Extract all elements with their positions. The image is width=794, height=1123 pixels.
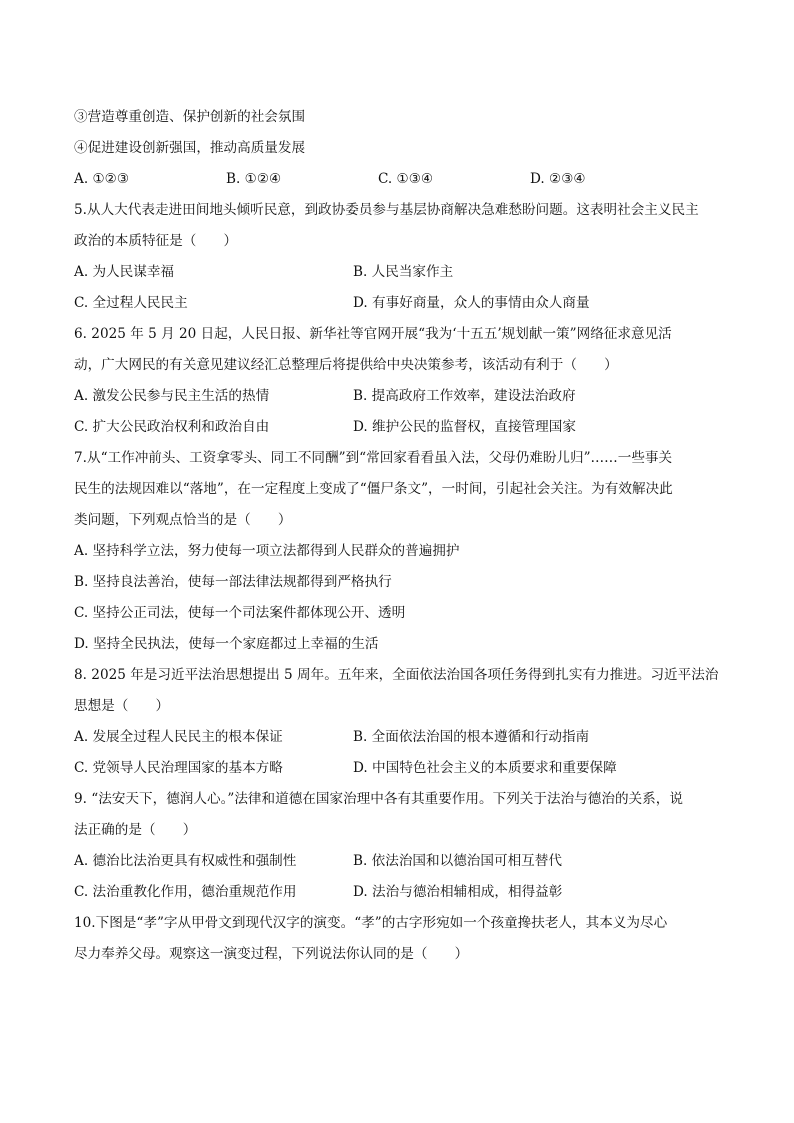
option-d: D. 中国特色社会主义的本质要求和重要保障: [353, 760, 617, 776]
exam-page: [74, 102, 724, 970]
option-c: C. 全过程人民民主: [74, 295, 188, 311]
option-b: B. 提高政府工作效率，建设法治政府: [353, 388, 576, 404]
q8-options-row1: [74, 722, 724, 753]
q5-options-row2: [74, 288, 724, 319]
option-a: A. 德治比法治更具有权威性和强制性: [74, 853, 297, 869]
statement-3: ③营造尊重创造、保护创新的社会氛围: [74, 109, 306, 125]
q4-options: [74, 164, 724, 195]
question-10-text: 10.下图是“孝”字从甲骨文到现代汉字的演变。“孝”的古字形宛如一个孩童搀扶老人，其本义为尽心: [74, 915, 668, 931]
option-c: C. 坚持公正司法，使每一个司法案件都体现公开、透明: [74, 605, 406, 621]
option-a: A. 坚持科学立法，努力使每一项立法都得到人民群众的普遍拥护: [74, 543, 460, 559]
question-7-text: 7.从“工作冲前头、工资拿零头、同工不同酬”到“常回家看看虽入法，父母仍难盼儿归”……一些事关: [74, 450, 673, 466]
option-b: B. 全面依法治国的根本遵循和行动指南: [353, 729, 590, 745]
statement-4: ④促进建设创新强国，推动高质量发展: [74, 140, 306, 156]
option-a: A. 发展全过程人民民主的根本保证: [74, 729, 283, 745]
option-b: B. ①②④: [226, 171, 282, 187]
question-8-text-cont: 思想是（ ）: [74, 698, 170, 714]
question-10-text-cont: 尽力奉养父母。观察这一演变过程，下列说法你认同的是（ ）: [74, 946, 469, 962]
question-6-text: 6. 2025 年 5 月 20 日起，人民日报、新华社等官网开展“我为‘十五五’规划献一策”网络征求意见活: [74, 326, 672, 342]
option-b: B. 依法治国和以德治国可相互替代: [353, 853, 562, 869]
option-b: B. 坚持良法善治，使每一部法律法规都得到严格执行: [74, 574, 392, 590]
option-d: D. 坚持全民执法，使每一个家庭都过上幸福的生活: [74, 636, 379, 652]
question-5-text: 5.从人大代表走进田间地头倾听民意，到政协委员参与基层协商解决急难愁盼问题。这表明社会主义民主: [74, 202, 699, 218]
question-7-text-cont: 民生的法规因难以“落地”，在一定程度上变成了“僵尸条文”，一时间，引起社会关注。为有效解决此: [74, 481, 673, 497]
question-7-text-cont2: 类问题，下列观点恰当的是（ ）: [74, 512, 292, 528]
option-c: C. 扩大公民政治权利和政治自由: [74, 419, 270, 435]
q9-options-row1: [74, 846, 724, 877]
question-8-text: 8. 2025 年是习近平法治思想提出 5 周年。五年来，全面依法治国各项任务得到扎实有力推进。习近平法治: [74, 667, 719, 683]
option-d: D. ②③④: [530, 171, 586, 187]
q8-options-row2: [74, 753, 724, 784]
question-6-text-cont: 动，广大网民的有关意见建议经汇总整理后将提供给中央决策参考，该活动有利于（ ）: [74, 357, 618, 373]
question-5-text-cont: 政治的本质特征是（ ）: [74, 233, 238, 249]
q6-options-row2: [74, 412, 724, 443]
option-d: D. 维护公民的监督权，直接管理国家: [353, 419, 576, 435]
q9-options-row2: [74, 877, 724, 908]
q6-options-row1: [74, 381, 724, 412]
question-9-text: 9. “法安天下，德润人心。”法律和道德在国家治理中各有其重要作用。下列关于法治与德治的关系，说: [74, 791, 683, 807]
question-9-text-cont: 法正确的是（ ）: [74, 822, 197, 838]
option-a: A. 激发公民参与民主生活的热情: [74, 388, 270, 404]
option-d: D. 法治与德治相辅相成，相得益彰: [353, 884, 563, 900]
q5-options-row1: [74, 257, 724, 288]
option-c: C. 法治重教化作用，德治重规范作用: [74, 884, 297, 900]
option-d: D. 有事好商量，众人的事情由众人商量: [353, 295, 590, 311]
option-a: A. 为人民谋幸福: [74, 264, 175, 280]
option-c: C. 党领导人民治理国家的基本方略: [74, 760, 283, 776]
option-c: C. ①③④: [378, 171, 434, 187]
option-a: A. ①②③: [74, 171, 130, 187]
option-b: B. 人民当家作主: [353, 264, 454, 280]
